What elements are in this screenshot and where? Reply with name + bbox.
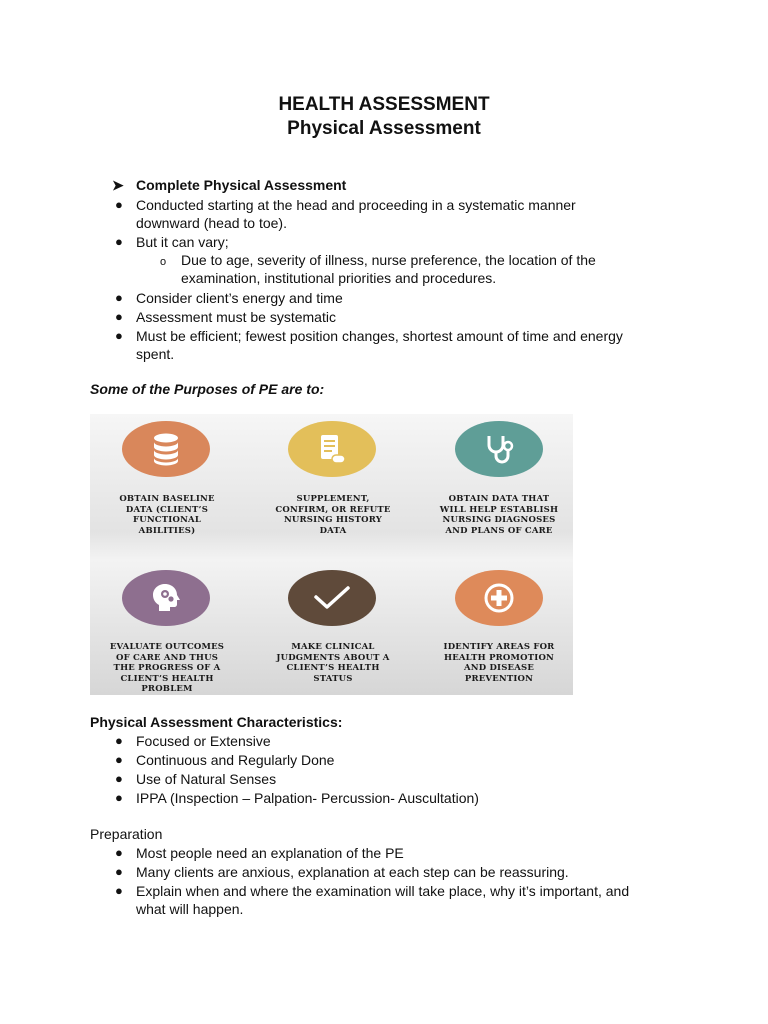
document-icon — [316, 432, 348, 466]
bullet-icon: ● — [115, 197, 123, 212]
preparation-item-1: Most people need an explanation of the PE — [136, 845, 404, 861]
checkmark-icon — [310, 583, 354, 613]
bullet-icon: ● — [115, 234, 123, 249]
bullet-icon: ● — [115, 790, 123, 805]
preparation-item-2: Many clients are anxious, explanation at each step can be reassuring. — [136, 864, 569, 880]
document-subtitle: Physical Assessment — [287, 118, 481, 139]
complete-pa-item-3: Consider client’s energy and time — [136, 290, 343, 306]
arrow-bullet-icon: ➤ — [112, 177, 124, 193]
preparation-heading: Preparation — [90, 826, 163, 842]
purpose-6-label: IDENTIFY AREAS FOR HEALTH PROMOTION AND DISEASE PREVENTION — [443, 642, 555, 684]
bullet-icon: ● — [115, 771, 123, 786]
hollow-bullet-icon: o — [160, 256, 167, 268]
purpose-3-label: OBTAIN DATA THAT WILL HELP ESTABLISH NURSING DIAGNOSES AND PLANS OF CARE — [439, 494, 559, 536]
purpose-1-label: OBTAIN BASELINE DATA (CLIENT’S FUNCTIONAL ABILITIES) — [119, 494, 215, 536]
characteristics-item-3: Use of Natural Senses — [136, 771, 277, 787]
characteristics-item-2: Continuous and Regularly Done — [136, 752, 335, 768]
purposes-heading: Some of the Purposes of PE are to: — [90, 381, 325, 397]
purpose-4-circle — [122, 570, 210, 626]
purpose-1-circle — [122, 421, 210, 477]
bullet-icon: ● — [115, 328, 123, 343]
complete-pa-subitem-line-1: Due to age, severity of illness, nurse preference, the location of the — [181, 252, 596, 268]
purpose-4-label: EVALUATE OUTCOMES OF CARE AND THUS THE PROGRESS OF A CLIENT’S HEALTH PROBLEM — [109, 642, 225, 694]
stethoscope-icon — [482, 432, 516, 466]
database-icon — [151, 432, 181, 466]
purpose-2-label: SUPPLEMENT, CONFIRM, OR REFUTE NURSING HISTORY DATA — [275, 494, 391, 536]
characteristics-item-4: IPPA (Inspection – Palpation- Percussion- Auscultation) — [136, 790, 479, 806]
purpose-5-circle — [288, 570, 376, 626]
complete-pa-heading: Complete Physical Assessment — [136, 177, 347, 193]
bullet-icon: ● — [115, 752, 123, 767]
purpose-3-circle — [455, 421, 543, 477]
characteristics-heading: Physical Assessment Characteristics: — [90, 714, 343, 730]
document-title: HEALTH ASSESSMENT — [278, 94, 490, 115]
complete-pa-item-4: Assessment must be systematic — [136, 309, 336, 325]
purpose-5-label: MAKE CLINICAL JUDGMENTS ABOUT A CLIENT’S HEALTH STATUS — [276, 642, 390, 684]
plus-cross-icon — [483, 582, 515, 614]
purpose-6-circle — [455, 570, 543, 626]
complete-pa-item-1-line-1: Conducted starting at the head and proceeding in a systematic manner — [136, 197, 576, 213]
bullet-icon: ● — [115, 309, 123, 324]
complete-pa-subitem-line-2: examination, institutional priorities and procedures. — [181, 270, 497, 286]
bullet-icon: ● — [115, 290, 123, 305]
bullet-icon: ● — [115, 864, 123, 879]
bullet-icon: ● — [115, 733, 123, 748]
complete-pa-item-2: But it can vary; — [136, 234, 229, 250]
preparation-item-3-line-1: Explain when and where the examination will take place, why it’s important, and — [136, 883, 630, 899]
purpose-2-circle — [288, 421, 376, 477]
complete-pa-item-1-line-2: downward (head to toe). — [136, 215, 287, 231]
head-gears-icon — [150, 581, 182, 615]
complete-pa-item-5-line-2: spent. — [136, 346, 175, 362]
bullet-icon: ● — [115, 845, 123, 860]
preparation-item-3-line-2: what will happen. — [136, 901, 244, 917]
characteristics-item-1: Focused or Extensive — [136, 733, 271, 749]
complete-pa-item-5-line-1: Must be efficient; fewest position changes, shortest amount of time and energy — [136, 328, 623, 344]
purposes-infographic — [90, 414, 573, 695]
bullet-icon: ● — [115, 883, 123, 898]
